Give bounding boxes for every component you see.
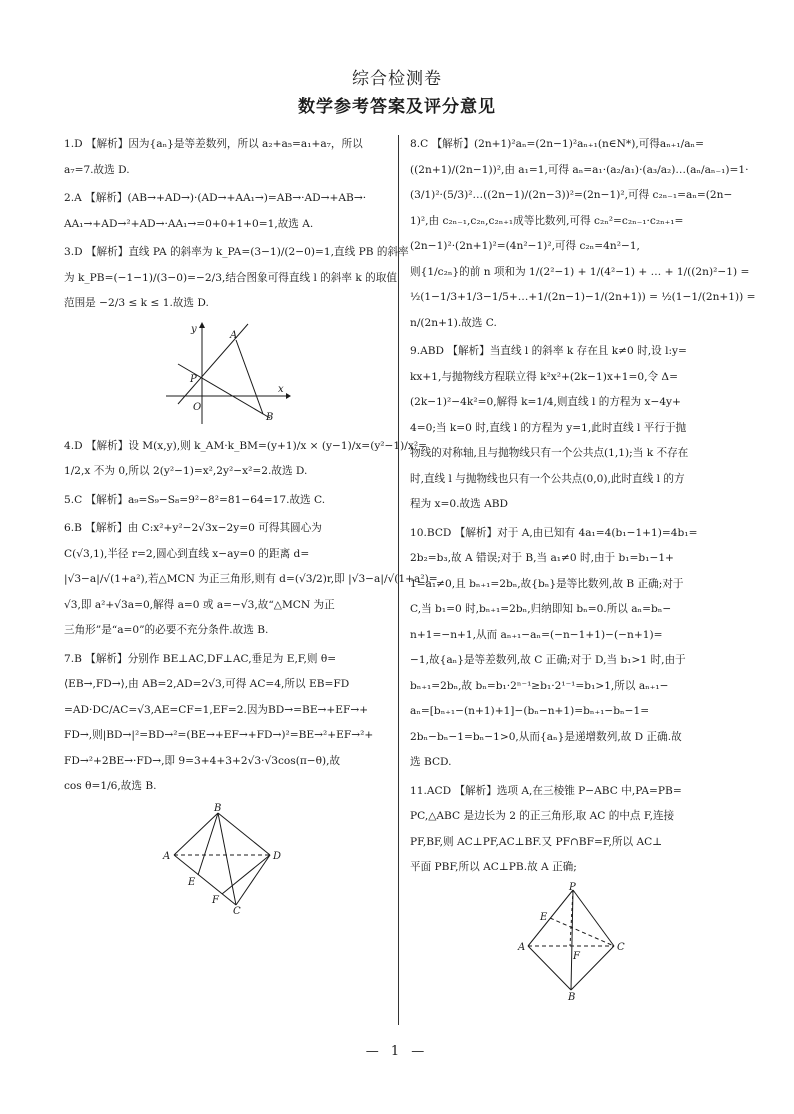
text-line: ⟨EB→,FD→⟩,由 AB=2,AD=2√3,可得 AC=4,所以 EB=FD (64, 678, 350, 690)
text-line: FD→,则|BD→|²=BD→²=(BE→+EF→+FD→)²=BE→²+EF→²+ (64, 729, 374, 741)
label-x: x (278, 383, 284, 395)
edge-bd (218, 813, 270, 855)
label-o: O (193, 401, 202, 413)
answer-item-6 (64, 516, 438, 644)
label-p: P (569, 881, 576, 893)
text-line: 范围是 −2/3 ≤ k ≤ 1.故选 D. (64, 297, 209, 309)
figure-slope-graph (162, 320, 292, 428)
text-line: ((2n+1)/(2n−1))²,由 a₁=1,可得 aₙ=a₁·(a₂/a₁)·(a₃/a₂)…(aₙ/aₙ₋₁)=1· (410, 163, 749, 176)
text-line: |√3−a|/√(1+a²),若△MCN 为正三角形,则有 d=(√3/2)r,即 |√3−a|/√(1+a²)= (64, 573, 438, 585)
text-line: AA₁→+AD→²+AD→·AA₁→=0+0+1+0=1,故选 A. (64, 217, 314, 230)
answer-item-7 (64, 647, 390, 800)
label-e: E (540, 911, 548, 923)
text-line: 则{1/c₂ₙ}的前 n 项和为 1/(2²−1) + 1/(4²−1) + … + 1/((2n)²−1) = (410, 265, 750, 278)
edge-ac (174, 855, 236, 905)
text-line: a₇=7.故选 D. (64, 163, 130, 176)
x-axis-arrow (286, 393, 291, 399)
text-line: 时,直线 l 与抛物线也只有一个公共点(0,0),此时直线 l 的方 (410, 472, 685, 485)
segment-ec-hidden (550, 918, 614, 946)
y-axis-arrow (199, 322, 205, 328)
label-f: F (212, 894, 219, 906)
text-line: 为 k_PB=(−1−1)/(3−0)=−2/3,结合图象可得直线 l 的斜率 k 的取值 (64, 271, 397, 284)
text-line: 平面 PBF,所以 AC⊥PB.故 A 正确; (410, 861, 577, 873)
text-line: 6.B 【解析】由 C:x²+y²−2√3x−2y=0 可得其圆心为 (64, 522, 322, 534)
label-c: C (617, 941, 625, 953)
answer-item-1 (64, 132, 390, 183)
answer-item-2 (64, 186, 390, 237)
text-line: 1)²,由 c₂ₙ₋₁,c₂ₙ,c₂ₙ₊₁成等比数列,可得 c₂ₙ²=c₂ₙ₋₁·c₂ₙ₊₁= (410, 214, 684, 227)
label-p: P (190, 373, 197, 385)
text-line: 4=0;当 k=0 时,直线 l 的方程为 y=1,此时直线 l 平行于抛 (410, 421, 687, 434)
answer-item-9 (410, 339, 732, 518)
text-line: 物线的对称轴,且与抛物线只有一个公共点(1,1);当 k 不存在 (410, 447, 689, 459)
text-line: aₙ=[bₙ₊₁−(n+1)+1]−(bₙ−n+1)=bₙ₊₁−bₙ−1= (410, 705, 650, 717)
text-line: 选 BCD. (410, 756, 452, 768)
text-line: =AD·DC/AC=√3,AE=CF=1,EF=2.因为BD→=BE→+EF→+ (64, 703, 369, 716)
label-b: B (214, 802, 222, 814)
text-line: ½(1−1/3+1/3−1/5+…+1/(2n−1)−1/(2n+1)) = ½(1−1/(2n+1)) = (410, 291, 756, 303)
answer-item-11 (410, 779, 732, 881)
label-f: F (573, 950, 580, 962)
right-column (410, 132, 756, 1006)
line-pb (178, 364, 270, 418)
text-line: (2n−1)²·(2n+1)²=(4n²−1)²,可得 c₂ₙ=4n²−1, (410, 240, 640, 252)
text-line: 8.C 【解析】(2n+1)²aₙ=(2n−1)²aₙ₊₁(n∈N*),可得aₙ₊₁/aₙ= (410, 138, 704, 150)
document-title: 综合检测卷 (352, 69, 442, 89)
text-line: kx+1,与抛物线方程联立得 k²x²+(2k−1)x+1=0,令 Δ= (410, 370, 678, 383)
text-line: 程为 x=0.故选 ABD (410, 498, 508, 510)
text-line: 9.ABD 【解析】当直线 l 的斜率 k 存在且 k≠0 时,设 l:y= (410, 345, 687, 357)
text-line: 1.D 【解析】因为{aₙ}是等差数列，所以 a₂+a₅=a₁+a₇，所以 (64, 138, 363, 150)
segment-ab (236, 340, 263, 414)
label-e: E (188, 876, 196, 888)
line-pa (178, 324, 248, 404)
label-a: A (163, 850, 171, 862)
text-line: 2b₂=b₃,故 A 错误;对于 B,当 a₁≠0 时,由于 b₁=b₁−1+ (410, 552, 674, 564)
text-line: 1/2,x 不为 0,所以 2(y²−1)=x²,2y²−x²=2.故选 D. (64, 465, 308, 477)
page-number: — 1 — (365, 1044, 429, 1059)
edge-bc (218, 813, 236, 905)
figure-folded-rectangle (162, 803, 292, 915)
answer-item-3 (64, 240, 409, 317)
text-line: 7.B 【解析】分别作 BE⊥AC,DF⊥AC,垂足为 E,F,则 θ= (64, 652, 337, 665)
text-line: PC,△ABC 是边长为 2 的正三角形,取 AC 的中点 F,连接 (410, 810, 675, 822)
label-a: A (230, 329, 238, 341)
edge-ab (528, 946, 571, 990)
text-line: (3/1)²·(5/3)²…((2n−1)/(2n−3))²=(2n−1)²,可得 c₂ₙ₋₁=aₙ=(2n− (410, 189, 733, 201)
text-line: (2k−1)²−4k²=0,解得 k=1/4,则直线 l 的方程为 x−4y+ (410, 396, 681, 408)
text-line: 5.C 【解析】a₉=S₉−S₈=9²−8²=81−64=17.故选 C. (64, 493, 326, 506)
edge-cd (236, 855, 270, 905)
text-line: 三角形”是“a=0”的必要不充分条件.故选 B. (64, 624, 269, 636)
text-line: PF,BF,则 AC⊥PF,AC⊥BF.又 PF∩BF=F,所以 AC⊥ (410, 835, 663, 848)
label-a: A (518, 941, 526, 953)
text-line: 10.BCD 【解析】对于 A,由已知有 4a₁=4(b₁−1+1)=4b₁= (410, 526, 698, 539)
text-line: 4.D 【解析】设 M(x,y),则 k_AM·k_BM=(y+1)/x × (y−1)/x=(y²−1)/x²= (64, 439, 427, 452)
text-line: √3,即 a²+√3a=0,解得 a=0 或 a=−√3,故“△MCN 为正 (64, 598, 335, 611)
label-b: B (266, 411, 274, 423)
label-y: y (191, 323, 197, 335)
edge-pc (573, 890, 614, 946)
label-d: D (273, 850, 282, 862)
text-line: cos θ=1/6,故选 B. (64, 780, 157, 792)
document-subtitle: 数学参考答案及评分意见 (298, 97, 496, 117)
text-line: C,当 b₁=0 时,bₙ₊₁=2bₙ,归纳即知 bₙ=0.所以 aₙ=bₙ− (410, 603, 672, 615)
text-line: n+1=−n+1,从而 aₙ₊₁−aₙ=(−n−1+1)−(−n+1)= (410, 628, 663, 641)
text-line: n/(2n+1).故选 C. (410, 316, 497, 329)
label-b: B (568, 991, 576, 1003)
label-c: C (233, 905, 241, 917)
figure-tetrahedron (506, 881, 636, 1003)
text-line: C(√3,1),半径 r=2,圆心到直线 x−ay=0 的距离 d= (64, 547, 310, 560)
answer-item-8 (410, 132, 756, 336)
text-line: 2bₙ−bₙ−1=bₙ−1>0,从而{aₙ}是递增数列,故 D 正确.故 (410, 730, 682, 743)
answer-item-10 (410, 521, 732, 776)
text-line: 11.ACD 【解析】选项 A,在三棱锥 P−ABC 中,PA=PB= (410, 784, 682, 797)
edge-pb (571, 890, 573, 990)
text-line: bₙ₊₁=2bₙ,故 bₙ=b₁·2ⁿ⁻¹≥b₁·2¹⁻¹=b₁>1,所以 aₙ₊₁− (410, 679, 669, 692)
text-line: 3.D 【解析】直线 PA 的斜率为 k_PA=(3−1)/(2−0)=1,直线 PB 的斜率 (64, 246, 409, 258)
text-line: FD→²+2BE→·FD→,即 9=3+4+3+2√3·√3cos(π−θ),故 (64, 754, 341, 767)
answer-item-4 (64, 434, 427, 485)
segment-df (222, 855, 270, 894)
answer-item-5 (64, 488, 390, 514)
text-line: 1=a₁≠0,且 bₙ₊₁=2bₙ,故{bₙ}是等比数列,故 B 正确;对于 (410, 577, 684, 590)
text-line: −1,故{aₙ}是等差数列,故 C 正确;对于 D,当 b₁>1 时,由于 (410, 654, 686, 666)
text-line: 2.A 【解析】(AB→+AD→)·(AD→+AA₁→)=AB→·AD→+AB→· (64, 192, 367, 204)
